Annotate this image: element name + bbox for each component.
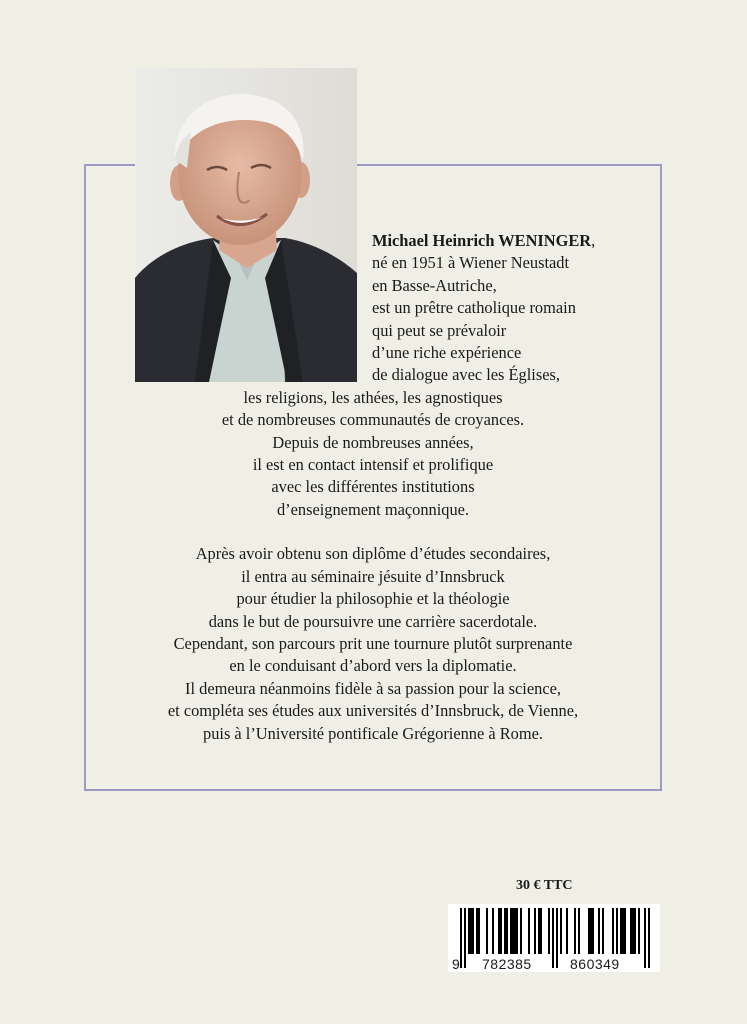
barcode-group-2: 860349 — [570, 956, 620, 972]
barcode-bar — [622, 908, 624, 954]
barcode-bar — [538, 908, 540, 954]
barcode-bar — [634, 908, 636, 954]
bio-line: il est en contact intensif et prolifique — [252, 455, 494, 475]
barcode-bar — [498, 908, 500, 954]
barcode-bar — [574, 908, 576, 954]
price-label: 30 € TTC — [516, 878, 573, 893]
bio-p2-line: en le conduisant d’abord vers la diplomatie. — [229, 656, 517, 676]
bio-p2-line: puis à l’Université pontificale Grégorienne à Rome. — [203, 723, 543, 743]
bio-line: Depuis de nombreuses années, — [272, 432, 474, 452]
bio-p2-line: et compléta ses études aux universités d’Innsbruck, de Vienne, — [167, 701, 579, 721]
barcode-bar — [506, 908, 508, 954]
bio-line: qui peut se prévaloir — [372, 320, 507, 340]
barcode-bar — [612, 908, 614, 954]
barcode-bar — [588, 908, 590, 954]
bio-p2-line: dans le but de poursuivre une carrière sacerdotale. — [208, 611, 538, 631]
barcode-bar — [630, 908, 632, 954]
bio-p2-line: pour étudier la philosophie et la théologie — [236, 589, 510, 609]
barcode-bar — [620, 908, 622, 954]
barcode-bar — [560, 908, 562, 954]
barcode-bar — [540, 908, 542, 954]
barcode-bar — [592, 908, 594, 954]
bio-line: Michael Heinrich WENINGER, — [372, 231, 596, 250]
barcode-bar — [486, 908, 488, 954]
bio-line: d’enseignement maçonnique. — [276, 499, 470, 519]
bio-line: les religions, les athées, les agnostiques — [243, 387, 503, 407]
barcode-bar — [528, 908, 530, 954]
barcode-bar — [616, 908, 618, 954]
barcode-bar — [632, 908, 634, 954]
barcode-bar — [468, 908, 470, 954]
barcode-bar — [504, 908, 506, 954]
barcode-bar — [510, 908, 512, 954]
barcode-group-1: 782385 — [482, 956, 532, 972]
barcode-bar — [476, 908, 478, 954]
isbn-barcode — [448, 904, 660, 972]
barcode-bar — [598, 908, 600, 954]
bio-line: en Basse-Autriche, — [372, 275, 497, 295]
biography-text — [86, 230, 660, 745]
barcode-bar — [590, 908, 592, 954]
barcode-bar — [520, 908, 522, 954]
bio-p2-line: il entra au séminaire jésuite d’Innsbruck — [241, 566, 505, 586]
barcode-bar — [492, 908, 494, 954]
barcode-bar — [472, 908, 474, 954]
barcode-bar — [516, 908, 518, 954]
bio-line: d’une riche expérience — [372, 343, 522, 363]
bio-line: né en 1951 à Wiener Neustadt — [372, 253, 570, 273]
bio-line: avec les différentes institutions — [271, 477, 475, 497]
bio-p2-line: Après avoir obtenu son diplôme d’études secondaires, — [195, 544, 551, 564]
barcode-bar — [534, 908, 536, 954]
barcode-digits — [448, 956, 660, 972]
barcode-first-digit: 9 — [452, 956, 461, 972]
barcode-bar — [566, 908, 568, 954]
bio-line: et de nombreuses communautés de croyances. — [221, 410, 525, 430]
barcode-bar — [500, 908, 502, 954]
barcode-bar — [548, 908, 550, 954]
bio-p2-line: Cependant, son parcours prit une tournure plutôt surprenante — [173, 633, 573, 653]
barcode-bar — [470, 908, 472, 954]
author-name: Michael Heinrich WENINGER — [372, 231, 592, 250]
bio-line: de dialogue avec les Églises, — [372, 365, 560, 385]
barcode-bar — [512, 908, 514, 954]
barcode-bar — [478, 908, 480, 954]
barcode-bar — [578, 908, 580, 954]
bio-line: est un prêtre catholique romain — [372, 298, 576, 318]
barcode-bar — [602, 908, 604, 954]
bio-p2-line: Il demeura néanmoins fidèle à sa passion pour la science, — [185, 678, 561, 698]
barcode-bar — [624, 908, 626, 954]
paragraph-gap — [86, 521, 660, 543]
barcode-bar — [514, 908, 516, 954]
barcode-bar — [638, 908, 640, 954]
